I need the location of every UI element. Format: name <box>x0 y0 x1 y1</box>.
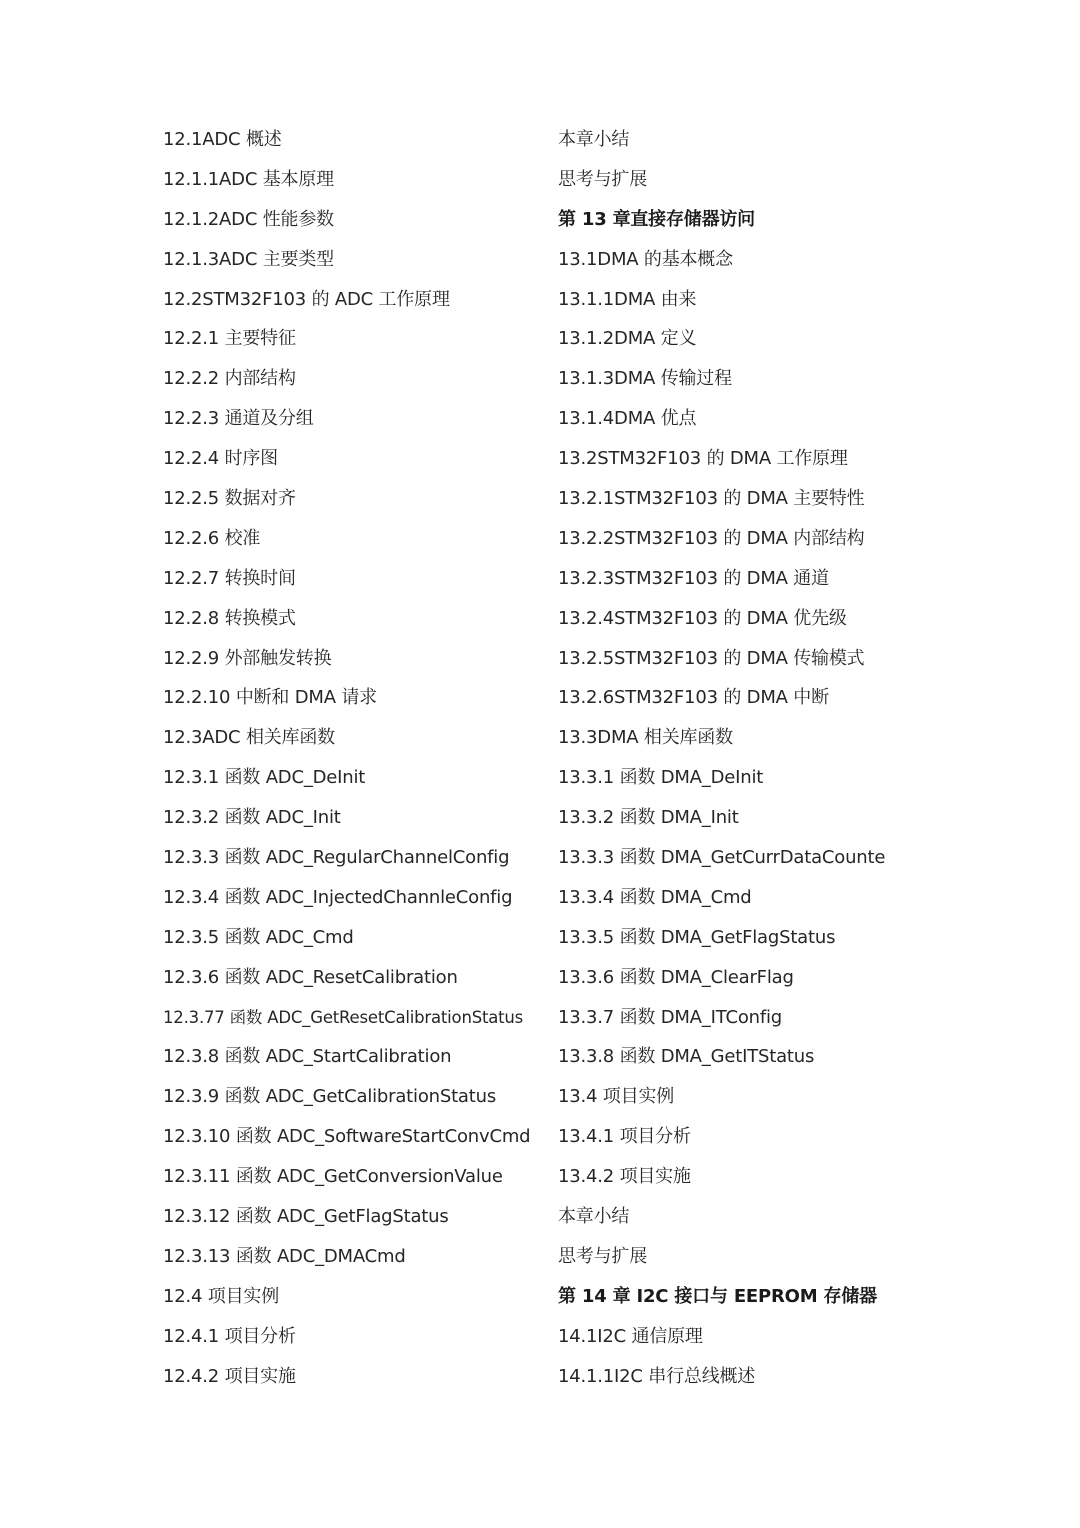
toc-entry: 13.2.5STM32F103 的 DMA 传输模式 <box>558 647 865 669</box>
toc-entry: 13.2.4STM32F103 的 DMA 优先级 <box>558 607 847 629</box>
toc-entry: 14.1.1I2C 串行总线概述 <box>558 1365 756 1387</box>
toc-entry: 12.3.4 函数 ADC_InjectedChannleConfig <box>163 886 513 908</box>
toc-entry: 12.3.77 函数 ADC_GetResetCalibrationStatus <box>163 1007 524 1027</box>
toc-entry: 12.3.10 函数 ADC_SoftwareStartConvCmd <box>163 1126 531 1148</box>
toc-entry: 12.2STM32F103 的 ADC 工作原理 <box>163 288 450 310</box>
toc-entry: 思考与扩展 <box>558 168 647 190</box>
toc-entry: 13.3.4 函数 DMA_Cmd <box>558 886 752 908</box>
toc-entry: 12.2.8 转换模式 <box>163 607 296 629</box>
toc-entry: 12.4 项目实例 <box>163 1285 279 1307</box>
toc-entry: 13.2.6STM32F103 的 DMA 中断 <box>558 687 829 709</box>
toc-entry: 12.3ADC 相关库函数 <box>163 727 335 749</box>
toc-entry: 13.3.5 函数 DMA_GetFlagStatus <box>558 926 836 948</box>
toc-entry: 12.3.8 函数 ADC_StartCalibration <box>163 1046 452 1068</box>
toc-entry: 本章小结 <box>558 129 630 150</box>
toc-entry: 12.2.4 时序图 <box>163 448 278 470</box>
toc-entry: 12.4.2 项目实施 <box>163 1365 296 1387</box>
toc-entry: 13.3DMA 相关库函数 <box>558 727 733 749</box>
toc-entry: 12.4.1 项目分析 <box>163 1325 296 1347</box>
toc-entry: 12.2.1 主要特征 <box>163 328 296 350</box>
toc-entry: 12.2.5 数据对齐 <box>163 488 296 510</box>
toc-entry: 13.4.1 项目分析 <box>558 1126 691 1148</box>
toc-entry: 12.3.11 函数 ADC_GetConversionValue <box>163 1166 503 1188</box>
toc-entry: 12.2.3 通道及分组 <box>163 408 314 430</box>
toc-entry: 13.2.2STM32F103 的 DMA 内部结构 <box>558 527 865 549</box>
toc-entry: 13.1.2DMA 定义 <box>558 328 697 350</box>
toc-entry: 13.1.4DMA 优点 <box>558 408 697 430</box>
chapter-heading: 第 14 章 I2C 接口与 EEPROM 存储器 <box>558 1285 877 1307</box>
chapter-heading: 第 13 章直接存储器访问 <box>558 208 755 230</box>
toc-entry: 12.3.9 函数 ADC_GetCalibrationStatus <box>163 1086 497 1108</box>
toc-entry: 13.1DMA 的基本概念 <box>558 248 733 270</box>
toc-entry: 13.3.2 函数 DMA_Init <box>558 807 739 829</box>
toc-entry: 13.3.8 函数 DMA_GetITStatus <box>558 1046 815 1068</box>
toc-entry: 13.1.3DMA 传输过程 <box>558 368 732 390</box>
toc-entry: 12.2.2 内部结构 <box>163 368 296 390</box>
toc-entry: 13.2STM32F103 的 DMA 工作原理 <box>558 448 848 470</box>
toc-entry: 13.1.1DMA 由来 <box>558 288 697 310</box>
toc-entry: 13.2.1STM32F103 的 DMA 主要特性 <box>558 488 865 510</box>
toc-entry: 13.2.3STM32F103 的 DMA 通道 <box>558 567 829 589</box>
toc-entry: 14.1I2C 通信原理 <box>558 1325 703 1347</box>
toc-entry: 12.1.2ADC 性能参数 <box>163 208 334 230</box>
toc-right-column <box>558 120 1058 1397</box>
toc-entry: 13.3.3 函数 DMA_GetCurrDataCounte <box>558 847 886 869</box>
toc-entry: 12.2.10 中断和 DMA 请求 <box>163 687 377 709</box>
toc-entry: 13.3.6 函数 DMA_ClearFlag <box>558 966 794 988</box>
toc-entry: 思考与扩展 <box>558 1245 647 1267</box>
toc-entry: 12.3.12 函数 ADC_GetFlagStatus <box>163 1206 449 1228</box>
toc-entry: 13.4.2 项目实施 <box>558 1166 691 1188</box>
toc-left-column <box>163 120 543 1397</box>
toc-entry: 本章小结 <box>558 1206 630 1228</box>
toc-entry: 12.2.9 外部触发转换 <box>163 647 332 669</box>
toc-entry: 12.1ADC 概述 <box>163 129 282 150</box>
toc-entry: 12.1.1ADC 基本原理 <box>163 168 334 190</box>
toc-entry: 12.3.5 函数 ADC_Cmd <box>163 926 354 948</box>
toc-entry: 12.3.2 函数 ADC_Init <box>163 807 341 829</box>
toc-entry: 12.3.3 函数 ADC_RegularChannelConfig <box>163 847 510 869</box>
toc-entry: 12.3.13 函数 ADC_DMACmd <box>163 1245 406 1267</box>
toc-entry: 13.4 项目实例 <box>558 1086 674 1108</box>
toc-entry: 12.2.7 转换时间 <box>163 567 296 589</box>
toc-entry: 13.3.1 函数 DMA_DeInit <box>558 767 764 789</box>
toc-entry: 13.3.7 函数 DMA_ITConfig <box>558 1006 783 1028</box>
toc-entry: 12.1.3ADC 主要类型 <box>163 248 334 270</box>
toc-entry: 12.2.6 校准 <box>163 527 261 549</box>
toc-entry: 12.3.1 函数 ADC_DeInit <box>163 767 366 789</box>
toc-entry: 12.3.6 函数 ADC_ResetCalibration <box>163 966 458 988</box>
